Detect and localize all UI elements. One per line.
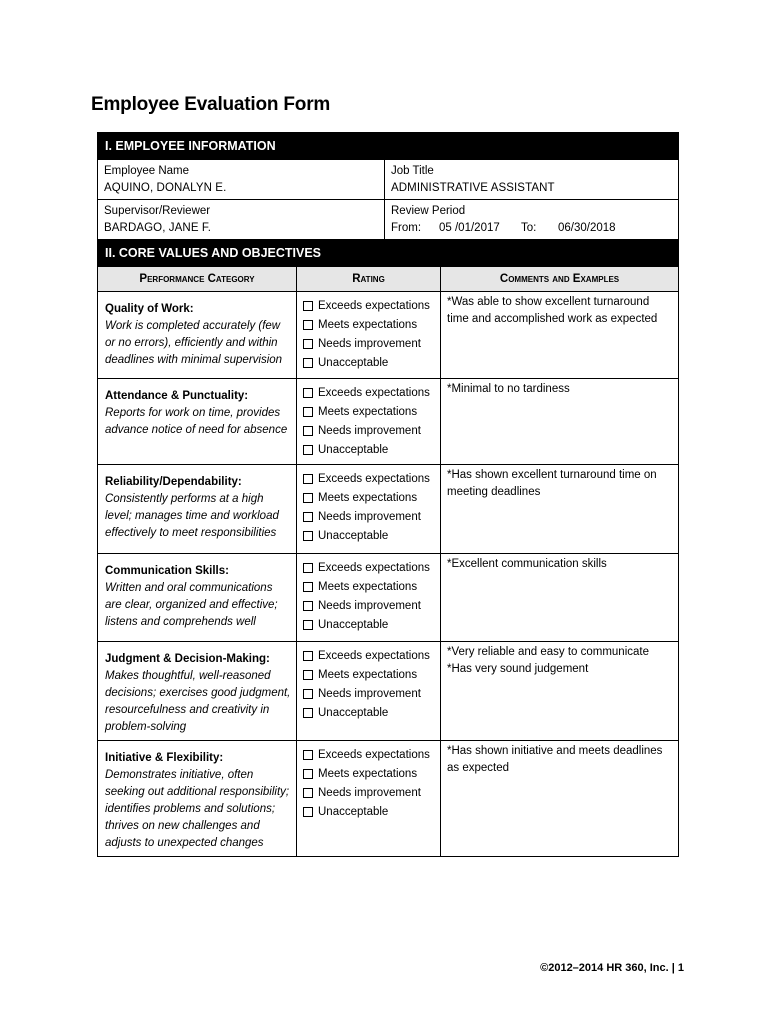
comment-cell <box>441 292 679 379</box>
category-description: Consistently performs at a high level; manages time and workload effectively to meet responsibilities <box>105 493 279 539</box>
rating-option[interactable] <box>303 577 437 596</box>
category-title: Communication Skills: <box>105 565 229 577</box>
checkbox-icon[interactable] <box>303 651 313 661</box>
column-header-comments: Comments and Examples <box>441 267 679 292</box>
comment-text: *Has shown excellent turnaround time on meeting deadlines <box>447 469 657 498</box>
rating-option-label: Exceeds expectations <box>318 561 430 574</box>
checkbox-icon[interactable] <box>303 339 313 349</box>
rating-option[interactable] <box>303 703 437 722</box>
comment-text: *Very reliable and easy to communicate *Has very sound judgement <box>447 646 649 675</box>
rating-option[interactable] <box>303 665 437 684</box>
comment-cell <box>441 554 679 642</box>
comment-text: *Minimal to no tardiness <box>447 383 570 395</box>
rating-cell <box>297 465 441 554</box>
category-cell <box>98 379 297 465</box>
supervisor-cell <box>98 200 385 240</box>
to-value: 06/30/2018 <box>558 222 616 234</box>
rating-option-label: Needs improvement <box>318 510 421 523</box>
comment-cell <box>441 465 679 554</box>
category-title: Attendance & Punctuality: <box>105 390 249 402</box>
review-period-dates <box>391 220 672 237</box>
category-description: Demonstrates initiative, often seeking out additional responsibility; identifies problems and solutions; thrives on new challenges and adjusts to unexpected changes <box>105 769 290 849</box>
rating-option-label: Needs improvement <box>318 424 421 437</box>
checkbox-icon[interactable] <box>303 750 313 760</box>
checkbox-icon[interactable] <box>303 769 313 779</box>
category-title: Judgment & Decision-Making: <box>105 653 270 665</box>
checkbox-icon[interactable] <box>303 670 313 680</box>
rating-option-label: Exceeds expectations <box>318 748 430 761</box>
checkbox-icon[interactable] <box>303 407 313 417</box>
comment-cell <box>441 741 679 857</box>
category-description: Makes thoughtful, well-reasoned decisions; exercises good judgment, resourcefulness and creativity in problem-solving <box>105 670 291 733</box>
category-description: Written and oral communications are clear, organized and effective; listens and comprehends well <box>105 582 278 628</box>
rating-option[interactable] <box>303 421 437 440</box>
rating-option-label: Unacceptable <box>318 529 389 542</box>
rating-option[interactable] <box>303 334 437 353</box>
rating-option-label: Needs improvement <box>318 337 421 350</box>
rating-option-label: Exceeds expectations <box>318 472 430 485</box>
rating-option[interactable] <box>303 783 437 802</box>
job-title-cell <box>385 160 679 200</box>
rating-option[interactable] <box>303 526 437 545</box>
checkbox-icon[interactable] <box>303 563 313 573</box>
rating-option[interactable] <box>303 469 437 488</box>
rating-option[interactable] <box>303 402 437 421</box>
category-cell <box>98 465 297 554</box>
rating-cell <box>297 292 441 379</box>
category-cell <box>98 554 297 642</box>
rating-option[interactable] <box>303 558 437 577</box>
employee-name-value: AQUINO, DONALYN E. <box>104 182 227 194</box>
rating-option[interactable] <box>303 507 437 526</box>
supervisor-value: BARDAGO, JANE F. <box>104 222 212 234</box>
checkbox-icon[interactable] <box>303 493 313 503</box>
rating-option[interactable] <box>303 615 437 634</box>
category-cell <box>98 292 297 379</box>
category-title: Initiative & Flexibility: <box>105 752 224 764</box>
category-cell <box>98 642 297 741</box>
rating-option-label: Unacceptable <box>318 618 389 631</box>
rating-option-label: Unacceptable <box>318 805 389 818</box>
rating-cell <box>297 554 441 642</box>
rating-option[interactable] <box>303 764 437 783</box>
rating-option-label: Unacceptable <box>318 706 389 719</box>
rating-option-label: Needs improvement <box>318 599 421 612</box>
evaluation-row <box>98 379 679 465</box>
from-label: From: <box>391 222 422 234</box>
rating-option[interactable] <box>303 646 437 665</box>
checkbox-icon[interactable] <box>303 445 313 455</box>
column-header-category: Performance Category <box>98 267 297 292</box>
rating-cell <box>297 379 441 465</box>
checkbox-icon[interactable] <box>303 301 313 311</box>
evaluation-row <box>98 465 679 554</box>
section-employee-info-header: I. EMPLOYEE INFORMATION <box>98 133 679 160</box>
category-cell <box>98 741 297 857</box>
rating-option[interactable] <box>303 440 437 459</box>
checkbox-icon[interactable] <box>303 807 313 817</box>
rating-option[interactable] <box>303 353 437 372</box>
rating-option[interactable] <box>303 802 437 821</box>
rating-option[interactable] <box>303 315 437 334</box>
comment-cell <box>441 379 679 465</box>
checkbox-icon[interactable] <box>303 582 313 592</box>
employee-name-cell <box>98 160 385 200</box>
evaluation-form <box>97 132 679 857</box>
comment-text: *Excellent communication skills <box>447 558 607 570</box>
review-period-cell <box>385 200 679 240</box>
rating-option-label: Meets expectations <box>318 668 418 681</box>
rating-option-label: Meets expectations <box>318 318 418 331</box>
comment-cell <box>441 642 679 741</box>
checkbox-icon[interactable] <box>303 474 313 484</box>
to-label: To: <box>521 222 537 234</box>
rating-option-label: Needs improvement <box>318 687 421 700</box>
rating-option-label: Meets expectations <box>318 405 418 418</box>
evaluation-row <box>98 642 679 741</box>
rating-option-label: Unacceptable <box>318 443 389 456</box>
evaluation-row <box>98 292 679 379</box>
checkbox-icon[interactable] <box>303 620 313 630</box>
evaluation-row <box>98 554 679 642</box>
rating-option-label: Needs improvement <box>318 786 421 799</box>
review-period-label: Review Period <box>391 205 466 217</box>
rating-cell <box>297 741 441 857</box>
checkbox-icon[interactable] <box>303 689 313 699</box>
rating-option[interactable] <box>303 296 437 315</box>
page-title: Employee Evaluation Form <box>91 94 331 115</box>
employee-name-label: Employee Name <box>104 165 190 177</box>
rating-option-label: Exceeds expectations <box>318 649 430 662</box>
checkbox-icon[interactable] <box>303 788 313 798</box>
category-title: Reliability/Dependability: <box>105 476 242 488</box>
rating-option[interactable] <box>303 745 437 764</box>
column-header-rating: Rating <box>297 267 441 292</box>
from-value: 05 /01/2017 <box>439 222 500 234</box>
checkbox-icon[interactable] <box>303 531 313 541</box>
rating-option-label: Exceeds expectations <box>318 386 430 399</box>
checkbox-icon[interactable] <box>303 708 313 718</box>
rating-option-label: Exceeds expectations <box>318 299 430 312</box>
checkbox-icon[interactable] <box>303 358 313 368</box>
rating-option-label: Meets expectations <box>318 491 418 504</box>
checkbox-icon[interactable] <box>303 601 313 611</box>
rating-option-label: Meets expectations <box>318 767 418 780</box>
evaluation-rows <box>98 292 679 857</box>
category-title: Quality of Work: <box>105 303 194 315</box>
rating-cell <box>297 642 441 741</box>
section-core-values-header: II. CORE VALUES AND OBJECTIVES <box>98 240 679 267</box>
checkbox-icon[interactable] <box>303 512 313 522</box>
rating-option[interactable] <box>303 596 437 615</box>
rating-option[interactable] <box>303 684 437 703</box>
checkbox-icon[interactable] <box>303 320 313 330</box>
supervisor-label: Supervisor/Reviewer <box>104 205 211 217</box>
rating-option-label: Unacceptable <box>318 356 389 369</box>
page-footer: ©2012–2014 HR 360, Inc. | 1 <box>540 962 684 974</box>
evaluation-row <box>98 741 679 857</box>
comment-text: *Has shown initiative and meets deadlines as expected <box>447 745 663 774</box>
comment-text: *Was able to show excellent turnaround time and accomplished work as expected <box>447 296 658 325</box>
checkbox-icon[interactable] <box>303 426 313 436</box>
job-title-label: Job Title <box>391 165 434 177</box>
rating-option[interactable] <box>303 383 437 402</box>
category-description: Reports for work on time, provides advance notice of need for absence <box>105 407 288 436</box>
rating-option[interactable] <box>303 488 437 507</box>
category-description: Work is completed accurately (few or no errors), efficiently and within deadlines with minimal supervision <box>105 320 283 366</box>
checkbox-icon[interactable] <box>303 388 313 398</box>
job-title-value: ADMINISTRATIVE ASSISTANT <box>391 182 555 194</box>
rating-option-label: Meets expectations <box>318 580 418 593</box>
